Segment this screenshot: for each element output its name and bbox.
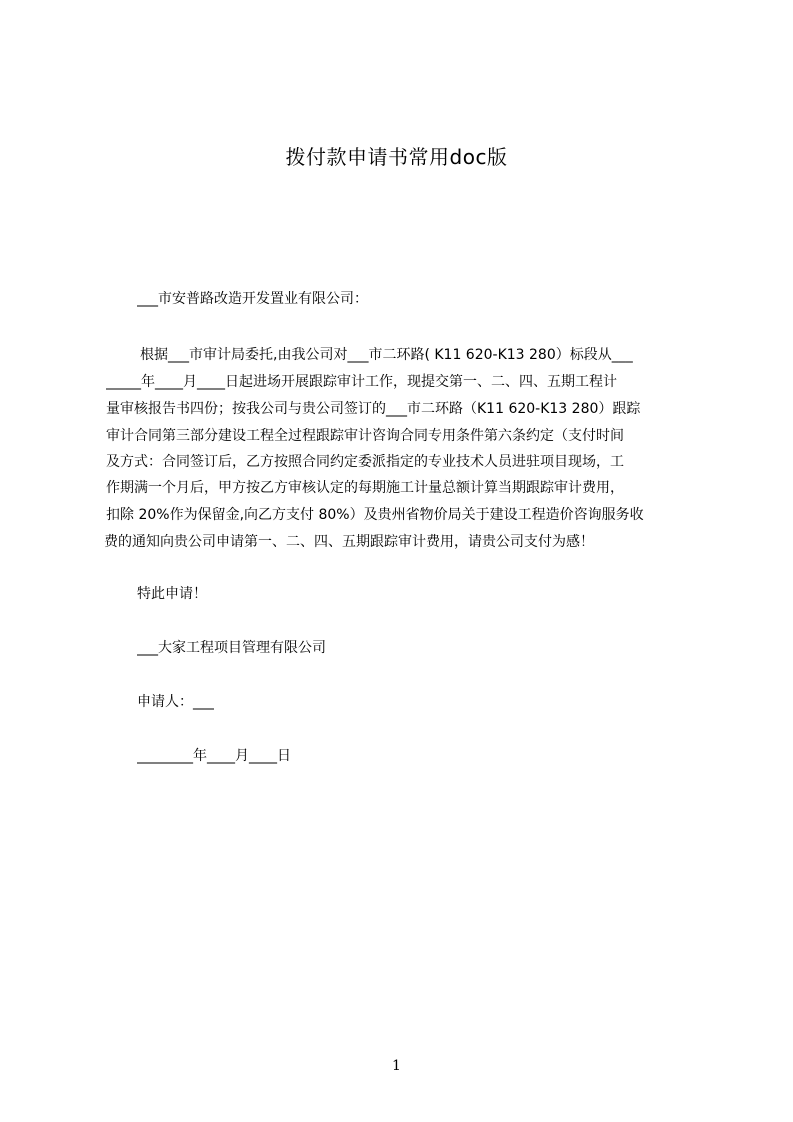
page-title: 拨付款申请书常用doc版	[285, 145, 508, 169]
body-line: 量审核报告书四份；按我公司与贵公司签订的___市二环路（K11 620-K13 280）跟踪	[106, 401, 641, 417]
closing-line: 特此申请！	[137, 586, 207, 602]
date-line: ________年____月____日	[137, 748, 291, 764]
body-line: 根据___市审计局委托,由我公司对___市二环路( K11 620-K13 280）标段从___	[140, 347, 633, 363]
body-line: 作期满一个月后，甲方按乙方审核认定的每期施工计量总额计算当期跟踪审计费用，	[106, 480, 624, 496]
applicant-line: 申请人：___	[137, 694, 214, 710]
body-line: _____年____月____日起进场开展跟踪审计工作，现提交第一、二、四、五期工程计	[106, 374, 617, 390]
body-line: 费的通知向贵公司申请第一、二、四、五期跟踪审计费用，请贵公司支付为感！	[104, 534, 594, 550]
body-line: 扣除 20%作为保留金,向乙方支付 80%）及贵州省物价局关于建设工程造价咨询服务收	[106, 507, 644, 523]
page-number: 1	[392, 1058, 401, 1074]
salutation: ___市安普路改造开发置业有限公司：	[137, 291, 368, 307]
body-line: 审计合同第三部分建设工程全过程跟踪审计咨询合同专用条件第六条约定（支付时间	[106, 428, 624, 444]
company-signature: ___大家工程项目管理有限公司	[137, 640, 326, 656]
body-line: 及方式：合同签订后，乙方按照合同约定委派指定的专业技术人员进驻项目现场，工	[106, 454, 624, 470]
